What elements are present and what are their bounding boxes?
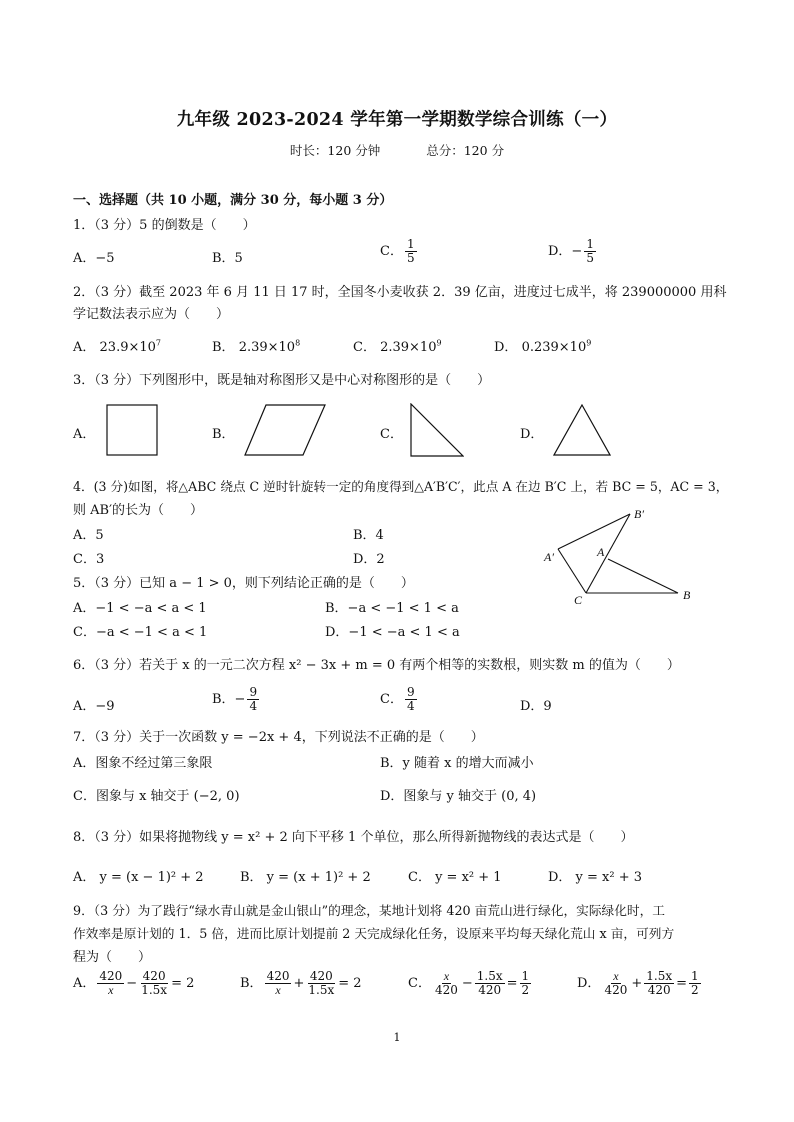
option-exponent: 8 [295,338,301,348]
q3-equilateral-triangle-figure [553,404,611,456]
q3-right-triangle-figure [410,403,464,457]
numerator: 1.5x [646,969,673,983]
q9-stem-line3: 程为（ ） [73,950,152,965]
numerator: 1 [691,969,699,983]
fraction-2 [475,970,505,997]
operator: − [461,976,473,992]
segment-c-b-prime [586,514,630,593]
q5-option-b: B．−a < −1 < 1 < a [325,601,459,616]
q3-option-d-label: D． [520,427,544,442]
q8-stem: 8．（3 分）如果将抛物线 y = x² + 2 向下平移 1 个单位，那么所得新抛物线的表达式是（ ） [73,830,634,845]
option-label: A． [73,340,96,355]
q4-stem-line1: 4．(3 分)如图，将△ABC 绕点 C 逆时针旋转一定的角度得到△A′B′C′，此点 A 在边 B′C 上，若 BC = 5，AC = 3， [73,479,729,494]
option-label: D． [577,976,601,992]
q4-option-c: C．3 [73,552,105,567]
q1-option-c-fraction [405,238,417,265]
equals: = 2 [171,976,195,992]
q2-option-a [73,336,161,355]
denominator: 420 [647,983,671,998]
q7-option-a: A．图象不经过第三象限 [73,756,213,771]
q8-option-d: D． y = x² + 3 [548,870,643,885]
q8-option-c: C． y = x² + 1 [408,870,502,885]
q5-stem: 5．（3 分）已知 a − 1 > 0，则下列结论正确的是（ ） [73,576,414,591]
numerator: 1 [521,969,530,983]
operator: + [293,976,305,992]
q1-stem: 1．（3 分）5 的倒数是（ ） [73,218,256,233]
label-a-prime: A′ [544,550,554,564]
q9-option-c [408,970,533,997]
denominator: 2 [521,983,530,998]
denominator: 420 [478,983,502,998]
segment-a-prime-b-prime [558,514,630,549]
q5-option-c: C．−a < −1 < a < 1 [73,625,208,640]
segment-a-b [608,559,678,593]
denominator: x [108,983,114,998]
q9-stem-line1: 9．（3 分）为了践行“绿水青山就是金山银山”的理念，某地计划将 420 亩荒山进行绿化，实际绿化时，工 [73,903,665,918]
q2-option-d [494,336,591,355]
numerator: 9 [249,685,258,699]
exam-total-score: 总分：120 分 [426,143,505,158]
q7-option-b: B．y 随着 x 的增大而减小 [380,756,534,771]
q7-stem: 7．（3 分）关于一次函数 y = −2x + 4，下列说法不正确的是（ ） [73,730,484,745]
q1-option-d-fraction [584,238,596,265]
q6-option-c [380,686,419,713]
q9-option-b [240,970,362,997]
label-b-prime: B′ [634,507,644,521]
q1-option-d-label: D．− [548,244,583,260]
denominator: 420 [434,983,458,998]
q3-square-figure [106,404,158,456]
q9-option-a [73,970,194,997]
q9-stem-line2: 作效率是原计划的 1．5 倍，进而比原计划提前 2 天完成绿化任务，设原来平均每天绿化荒山 x 亩，可列方 [73,926,675,941]
numerator: 420 [309,969,333,983]
q6-option-b [212,686,261,713]
option-label: A． [73,976,96,992]
fraction-1 [97,970,124,997]
q9-option-d [577,970,703,997]
fraction-2 [644,970,674,997]
option-base: 0.239×10 [521,340,587,355]
option-label: C． [353,340,376,355]
numerator: x [443,969,450,983]
fraction-1 [602,970,629,997]
q4-option-a: A．5 [73,528,104,543]
exam-info [0,141,794,159]
option-exponent: 9 [586,338,592,348]
numerator: 1 [586,237,594,251]
q3-parallelogram-figure [244,404,326,456]
denominator: 4 [406,699,415,714]
denominator: 5 [406,251,415,266]
q4-option-b: B．4 [353,528,384,543]
option-exponent: 7 [155,338,162,348]
operator: − [126,976,138,992]
q2-stem-line1: 2．（3 分）截至 2023 年 6 月 11 日 17 时，全国冬小麦收获 2．39 亿亩，进度过七成半，将 239000000 用科 [73,285,727,300]
q3-option-c-label: C． [380,427,403,442]
q6-option-b-fraction [247,686,259,713]
option-label: C． [380,692,403,708]
option-base: 2.39×10 [238,340,296,355]
q7-option-d: D．图象与 y 轴交于 (0, 4) [380,789,537,804]
q2-stem-line2: 学记数法表示应为（ ） [73,307,230,322]
option-label: B． [240,976,263,992]
section-heading: 一、选择题（共 10 小题，满分 30 分，每小题 3 分） [73,193,393,208]
q3-option-a-label: A． [73,427,96,442]
denominator: 420 [604,983,628,998]
option-base: 2.39×10 [380,340,437,355]
q1-option-d [548,238,598,265]
denominator: 1.5x [308,983,335,998]
q6-option-d: D．9 [520,699,552,714]
numerator: 420 [142,969,166,983]
q3-option-b-label: B． [212,427,235,442]
q1-option-c [380,238,419,265]
equals: = [506,976,518,992]
numerator: 1.5x [476,969,503,983]
q8-option-b: B． y = (x + 1)² + 2 [240,870,371,885]
option-label: B．− [212,692,246,708]
label-a: A [597,545,605,559]
numerator: 1 [406,237,415,251]
numerator: 420 [266,969,290,983]
fraction-2 [139,970,169,997]
q4-stem-line2: 则 AB′的长为（ ） [73,503,204,518]
page-number: 1 [393,1031,401,1044]
q1-option-b: B．5 [212,251,243,266]
numerator: 420 [99,969,123,983]
option-label: D． [494,340,518,355]
operator: + [631,976,643,992]
q1-option-a: A．−5 [73,251,115,266]
option-label: C． [408,976,431,992]
denominator: 4 [249,699,258,714]
denominator: 1.5x [141,983,168,998]
fraction-2 [306,970,336,997]
q6-stem: 6．（3 分）若关于 x 的一元二次方程 x² − 3x + m = 0 有两个相等的实数根，则实数 m 的值为（ ） [73,658,680,673]
q5-option-a: A．−1 < −a < a < 1 [73,601,207,616]
option-base: 23.9×10 [99,340,156,355]
q4-option-d: D．2 [353,552,385,567]
q1-option-c-label: C． [380,244,403,260]
q8-option-a: A． y = (x − 1)² + 2 [73,870,204,885]
denominator: 5 [586,251,594,266]
q6-option-a: A．−9 [73,699,115,714]
equals: = [676,976,688,992]
equals: = 2 [338,976,362,992]
numerator: x [613,969,619,983]
fraction-3 [520,970,532,997]
denominator: x [275,983,281,998]
exam-duration: 时长：120 分钟 [289,143,381,158]
q7-option-c: C．图象与 x 轴交于 (−2, 0) [73,789,240,804]
option-label: B． [212,340,235,355]
q3-stem: 3．（3 分）下列图形中，既是轴对称图形又是中心对称图形的是（ ） [73,373,491,388]
fraction-1 [265,970,292,997]
q4-rotation-figure [538,502,698,606]
fraction-3 [689,970,701,997]
q6-option-c-fraction [405,686,417,713]
segment-a-prime-c [558,549,586,593]
fraction-1 [433,970,460,997]
q5-option-d: D．−1 < −a < 1 < a [325,625,460,640]
label-b: B [683,588,691,602]
label-c: C [574,593,583,606]
denominator: 2 [691,983,699,998]
numerator: 9 [406,685,415,699]
q2-option-b [212,336,300,355]
page-title: 九年级 2023-2024 学年第一学期数学综合训练（一） [176,110,618,130]
option-exponent: 9 [436,338,442,348]
q2-option-c [353,336,442,355]
